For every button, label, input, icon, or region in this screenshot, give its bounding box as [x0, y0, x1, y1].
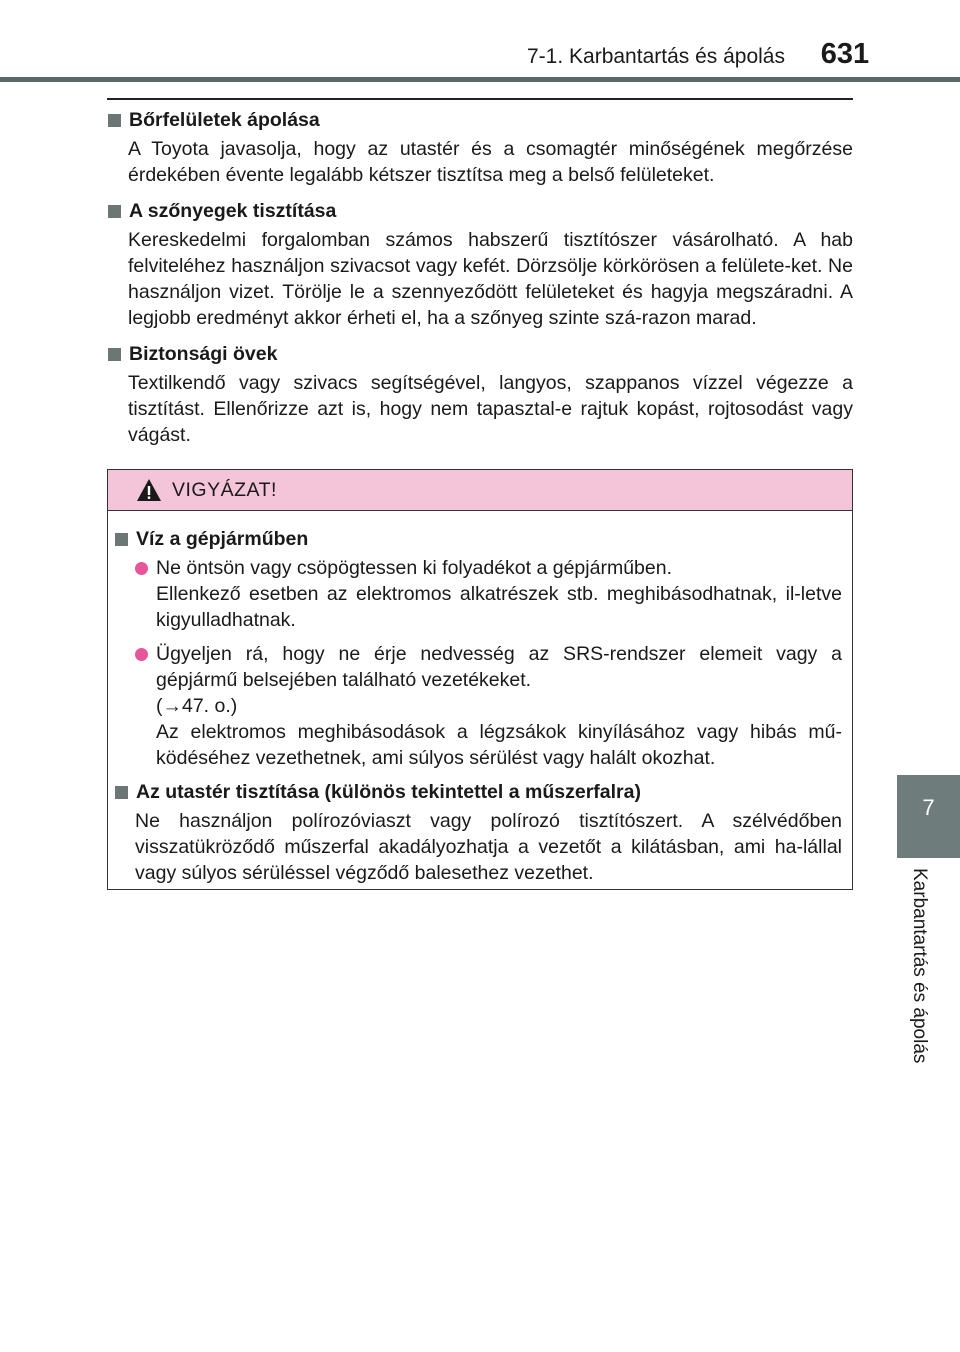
page-number: 631	[820, 38, 870, 70]
caution-text: Ne használjon polírozóviaszt vagy polírozó tisztítószert. A szélvédőben visszatükröződő műszerfal akadályozhatja a vezetőt a kilátásban, ami ha-lállal vagy súlyos sérüléssel végződő balesethez vezethet.	[135, 810, 842, 884]
section-heading	[108, 198, 853, 225]
caution-body	[108, 511, 852, 886]
caution-box	[107, 469, 853, 890]
caution-title: VIGYÁZAT!	[172, 478, 277, 501]
section-leather	[108, 107, 853, 188]
caution-bullet	[135, 555, 842, 633]
section-seatbelts	[108, 341, 853, 448]
chapter-title: 7-1. Karbantartás és ápolás	[527, 45, 785, 68]
caution-header	[108, 470, 852, 511]
chapter-tab-number: 7	[922, 795, 935, 820]
section-title: Bőrfelületek ápolása	[129, 109, 320, 131]
warning-triangle-icon	[136, 478, 162, 502]
page-reference-link[interactable]: (→47. o.)	[156, 695, 238, 717]
section-heading	[108, 107, 853, 134]
caution-group-heading	[115, 526, 842, 553]
chapter-tab-label: Karbantartás és ápolás	[909, 868, 930, 1064]
square-bullet-icon	[115, 533, 128, 546]
section-text: A Toyota javasolja, hogy az utastér és a csomagtér minőségének megőrzése érdekében évente legalább kétszer tisztítsa meg a belső felületeket.	[128, 138, 853, 186]
top-rule	[107, 98, 853, 100]
bullet-line: Ellenkező esetben az elektromos alkatrészek stb. meghibásodhatnak, il-letve kigyulladhatnak.	[156, 583, 842, 631]
square-bullet-icon	[108, 348, 121, 361]
bullet-line: Ügyeljen rá, hogy ne érje nedvesség az SRS-rendszer elemeit vagy a gépjármű belsejében található vezetékeket.	[156, 643, 842, 691]
section-title: Biztonsági övek	[129, 343, 278, 365]
section-title: A szőnyegek tisztítása	[129, 200, 337, 222]
header-rule	[0, 77, 960, 82]
caution-group-title: Víz a gépjárműben	[136, 528, 309, 550]
section-heading	[108, 341, 853, 368]
bullet-line: Az elektromos meghibásodások a légzsákok kinyílásához vagy hibás mű-ködéséhez vezethetnek, ami súlyos sérülést vagy halált okozhat.	[156, 721, 842, 769]
section-text: Kereskedelmi forgalomban számos habszerű tisztítószer vásárolható. A hab felviteléhez használjon szivacsot vagy kefét. Dörzsölje körkörösen a felülete-ket. Ne használjon vizet. Törölje le a szennyeződött felületeket és hagyja megszáradni. A legjobb eredményt akkor érheti el, ha a szőnyeg szinte szá-razon marad.	[128, 229, 853, 329]
round-bullet-icon	[135, 562, 148, 575]
square-bullet-icon	[108, 114, 121, 127]
round-bullet-icon	[135, 648, 148, 661]
caution-bullet	[135, 641, 842, 771]
square-bullet-icon	[115, 786, 128, 799]
caution-group-heading	[115, 779, 842, 806]
section-carpets	[108, 198, 853, 331]
square-bullet-icon	[108, 205, 121, 218]
caution-group-title: Az utastér tisztítása (különös tekintettel a műszerfalra)	[136, 781, 641, 803]
chapter-tab[interactable]	[897, 775, 960, 858]
bullet-line: Ne öntsön vagy csöpögtessen ki folyadékot a gépjárműben.	[156, 557, 672, 579]
main-content	[108, 107, 853, 458]
section-text: Textilkendő vagy szivacs segítségével, langyos, szappanos vízzel végezze a tisztítást. Ellenőrizze azt is, hogy nem tapasztal-e rajtuk kopást, rojtosodást vagy vágást.	[128, 372, 853, 446]
